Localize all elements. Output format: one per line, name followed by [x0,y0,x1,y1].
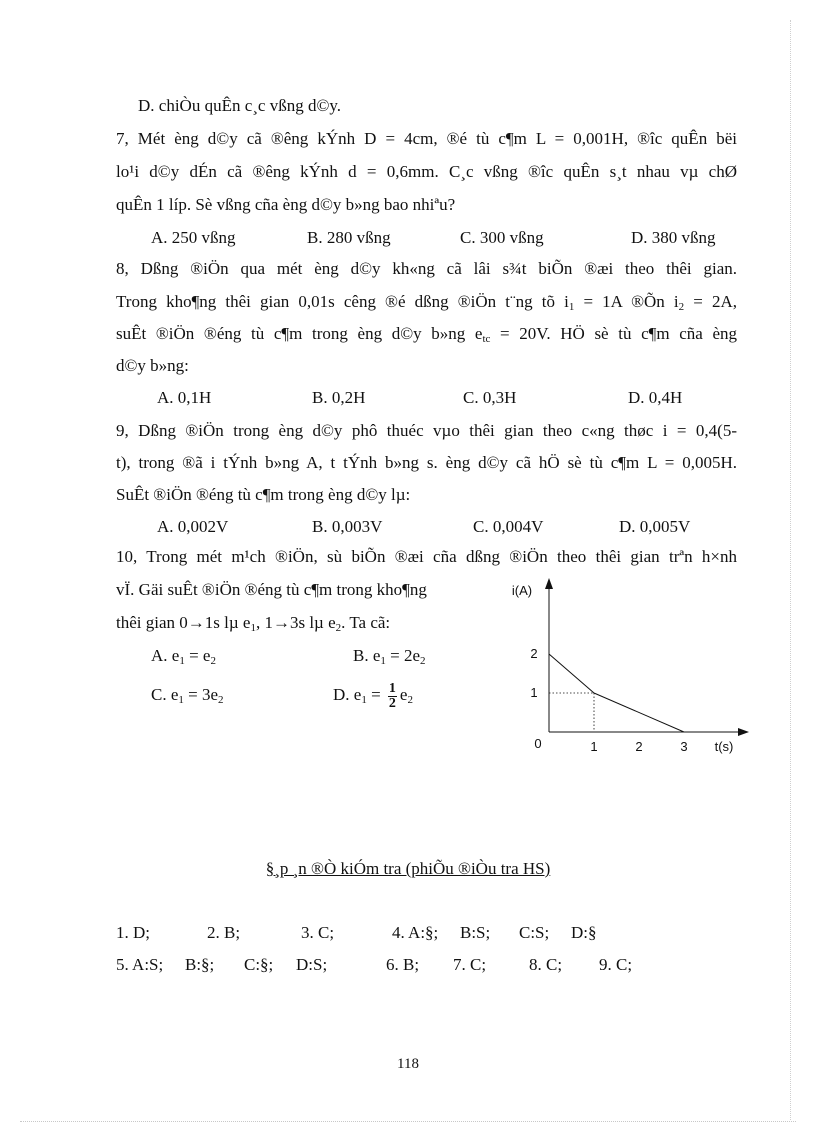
q10-option-a: A. $e_1 = e_2$ [151,646,216,667]
q7-option-b: B. 280 vßng [307,228,391,247]
series-segment-2 [594,693,684,732]
answer-4d: D:§ [571,923,597,942]
q8-option-d: D. 0,4H [628,388,683,407]
answer-5a: 5. A:S; [116,955,164,974]
answer-4c: C:S; [519,923,550,942]
x-tick-label-3: 3 [680,739,688,754]
answer-key-heading: §¸p ¸n ®Ò kiÓm tra (phiÕu ®iÒu tra HS) [265,859,551,878]
graph-series [549,654,684,732]
origin-label: 0 [534,736,542,751]
answer-3: 3. C; [301,923,335,942]
q8-line-1: 8, Dßng ®iÖn qua mét èng d©y kh«ng cã lâi s¾t biÕn ®æi theo thêi gian. [116,259,737,278]
q10-line-2: vÏ. Gäi suÊt ®iÖn ®éng tù c¶m trong kho¶ng [116,580,427,599]
q7-option-d: D. 380 vßng [631,228,716,247]
q9-line-2: t), trong ®ã i tÝnh b»ng A, t tÝnh b»ng s. èng d©y cã hÖ sè tù c¶m L = 0,005H. [116,453,737,472]
q8-option-c: C. 0,3H [463,388,517,407]
answer-4a: 4. A:§; [392,923,439,942]
q9-option-c: C. 0,004V [473,517,544,536]
fraction-one-half: $\frac{1}{2}$ [388,680,396,711]
q9-option-b: B. 0,003V [312,517,383,536]
q10-option-b: B. $e_1 = 2e_2$ [353,646,426,667]
page-number: 118 [397,1056,419,1072]
q8-line-3: suÊt ®iÖn ®éng tù c¶m trong èng d©y b»ng $e_{tc} = 20V$. HÖ sè tù c¶m cña èng [116,324,737,345]
x-tick-label-2: 2 [635,739,643,754]
q8-line-4: d©y b»ng: [116,356,189,375]
x-axis-arrow [738,728,749,736]
q9-option-d: D. 0,005V [619,517,691,536]
q10-option-d: D. $e_1$ = $\frac{1}{2}$ $e_2$ [333,680,413,711]
q9-option-a: A. 0,002V [157,517,229,536]
q7-line-3: quÊn 1 líp. Sè vßng cña èng d©y b»ng bao nhiªu? [116,195,456,214]
q8-line-2: Trong kho¶ng thêi gian 0,01s cêng ®é dßng ®iÖn t¨ng tõ $i_1 = 1A$ ®Õn $i_2 = 2A$, [116,292,738,313]
page-bottom-rule [20,1121,796,1122]
answer-9: 9. C; [599,955,633,974]
q10-option-c: C. $e_1 = 3e_2$ [151,685,224,706]
graph-guides [549,693,594,732]
q10-line-1: 10, Trong mét m¹ch ®iÖn, sù biÕn ®æi cña dßng ®iÖn theo thêi gian trªn h×nh [116,547,737,566]
current-time-graph [500,575,760,760]
answer-7: 7. C; [453,955,487,974]
y-axis-label: i(A) [511,583,533,598]
x-axis-label: t(s) [714,739,734,754]
q7-option-a: A. 250 vßng [151,228,236,247]
page-edge-rule [790,20,791,1120]
graph-axes [545,578,749,736]
q9-line-3: SuÊt ®iÖn ®éng tù c¶m trong èng d©y lµ: [116,485,411,504]
q8-option-b: B. 0,2H [312,388,366,407]
graph-labels [512,583,734,754]
answer-2: 2. B; [207,923,241,942]
answer-1: 1. D; [116,923,150,942]
answer-4b: B:S; [460,923,491,942]
q6-option-d: D. chiÒu quÊn c¸c vßng d©y. [138,96,342,115]
x-tick-label-1: 1 [590,739,598,754]
answer-6: 6. B; [386,955,420,974]
y-tick-label-1: 1 [530,685,538,700]
q7-option-c: C. 300 vßng [460,228,544,247]
y-tick-label-2: 2 [530,646,538,661]
q7-line-1: 7, Mét èng d©y cã ®êng kÝnh D = 4cm, ®é tù c¶m L = 0,001H, ®îc quÊn bëi [116,129,737,148]
q10-line-3: thêi gian 0→1s lµ $e_1$, 1→3s lµ $e_2$. Ta cã: [116,613,391,634]
answer-5b: B:§; [185,955,215,974]
answer-8: 8. C; [529,955,563,974]
q9-line-1: 9, Dßng ®iÖn trong èng d©y phô thuéc vµo thêi gian theo c«ng thøc i = 0,4(5- [116,421,737,440]
q7-line-2: lo¹i d©y dÉn cã ®êng kÝnh d = 0,6mm. C¸c vßng ®îc quÊn s¸t nhau vµ chØ [116,162,737,181]
answer-5c: C:§; [244,955,274,974]
y-axis-arrow [545,578,553,589]
q8-option-a: A. 0,1H [157,388,212,407]
answer-5d: D:S; [296,955,328,974]
series-segment-1 [549,654,594,693]
